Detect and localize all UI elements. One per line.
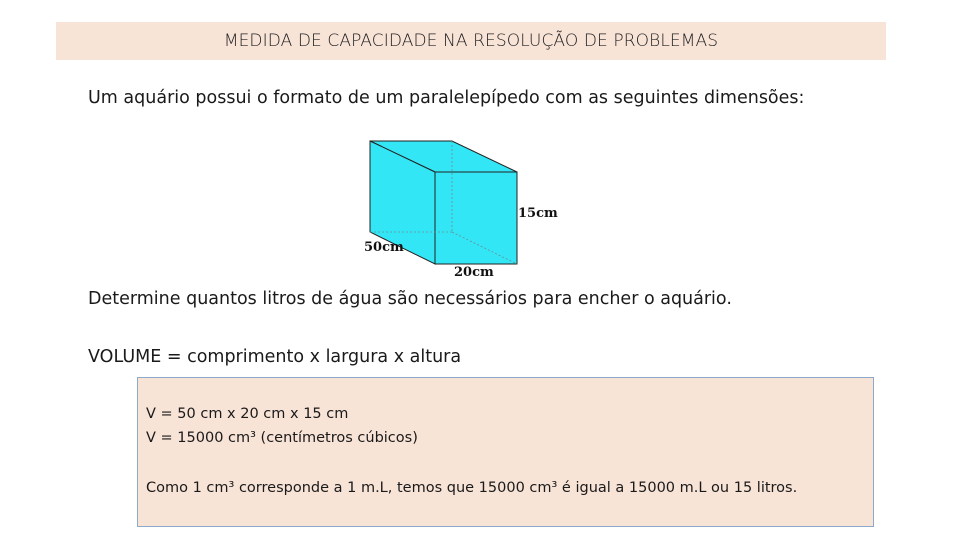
solution-box: [137, 377, 874, 527]
length-label: 50cm: [364, 240, 404, 255]
problem-intro: Um aquário possui o formato de um paralelepípedo com as seguintes dimensões:: [88, 88, 805, 108]
volume-formula: VOLUME = comprimento x largura x altura: [88, 347, 462, 367]
box-diagram: [360, 138, 560, 283]
box-front-face: [435, 172, 517, 264]
height-label: 15cm: [518, 206, 558, 221]
solution-line-2: V = 15000 cm³ (centímetros cúbicos): [146, 430, 418, 446]
title-banner: [56, 22, 886, 60]
problem-question: Determine quantos litros de água são necessários para encher o aquário.: [88, 289, 732, 309]
width-label: 20cm: [454, 265, 494, 280]
page-title: MEDIDA DE CAPACIDADE NA RESOLUÇÃO DE PROBLEMAS: [223, 31, 719, 51]
solution-line-3: Como 1 cm³ corresponde a 1 m.L, temos que 15000 cm³ é igual a 15000 m.L ou 15 litros.: [146, 480, 798, 496]
solution-line-1: V = 50 cm x 20 cm x 15 cm: [146, 406, 349, 422]
aquarium-figure: [360, 138, 560, 283]
